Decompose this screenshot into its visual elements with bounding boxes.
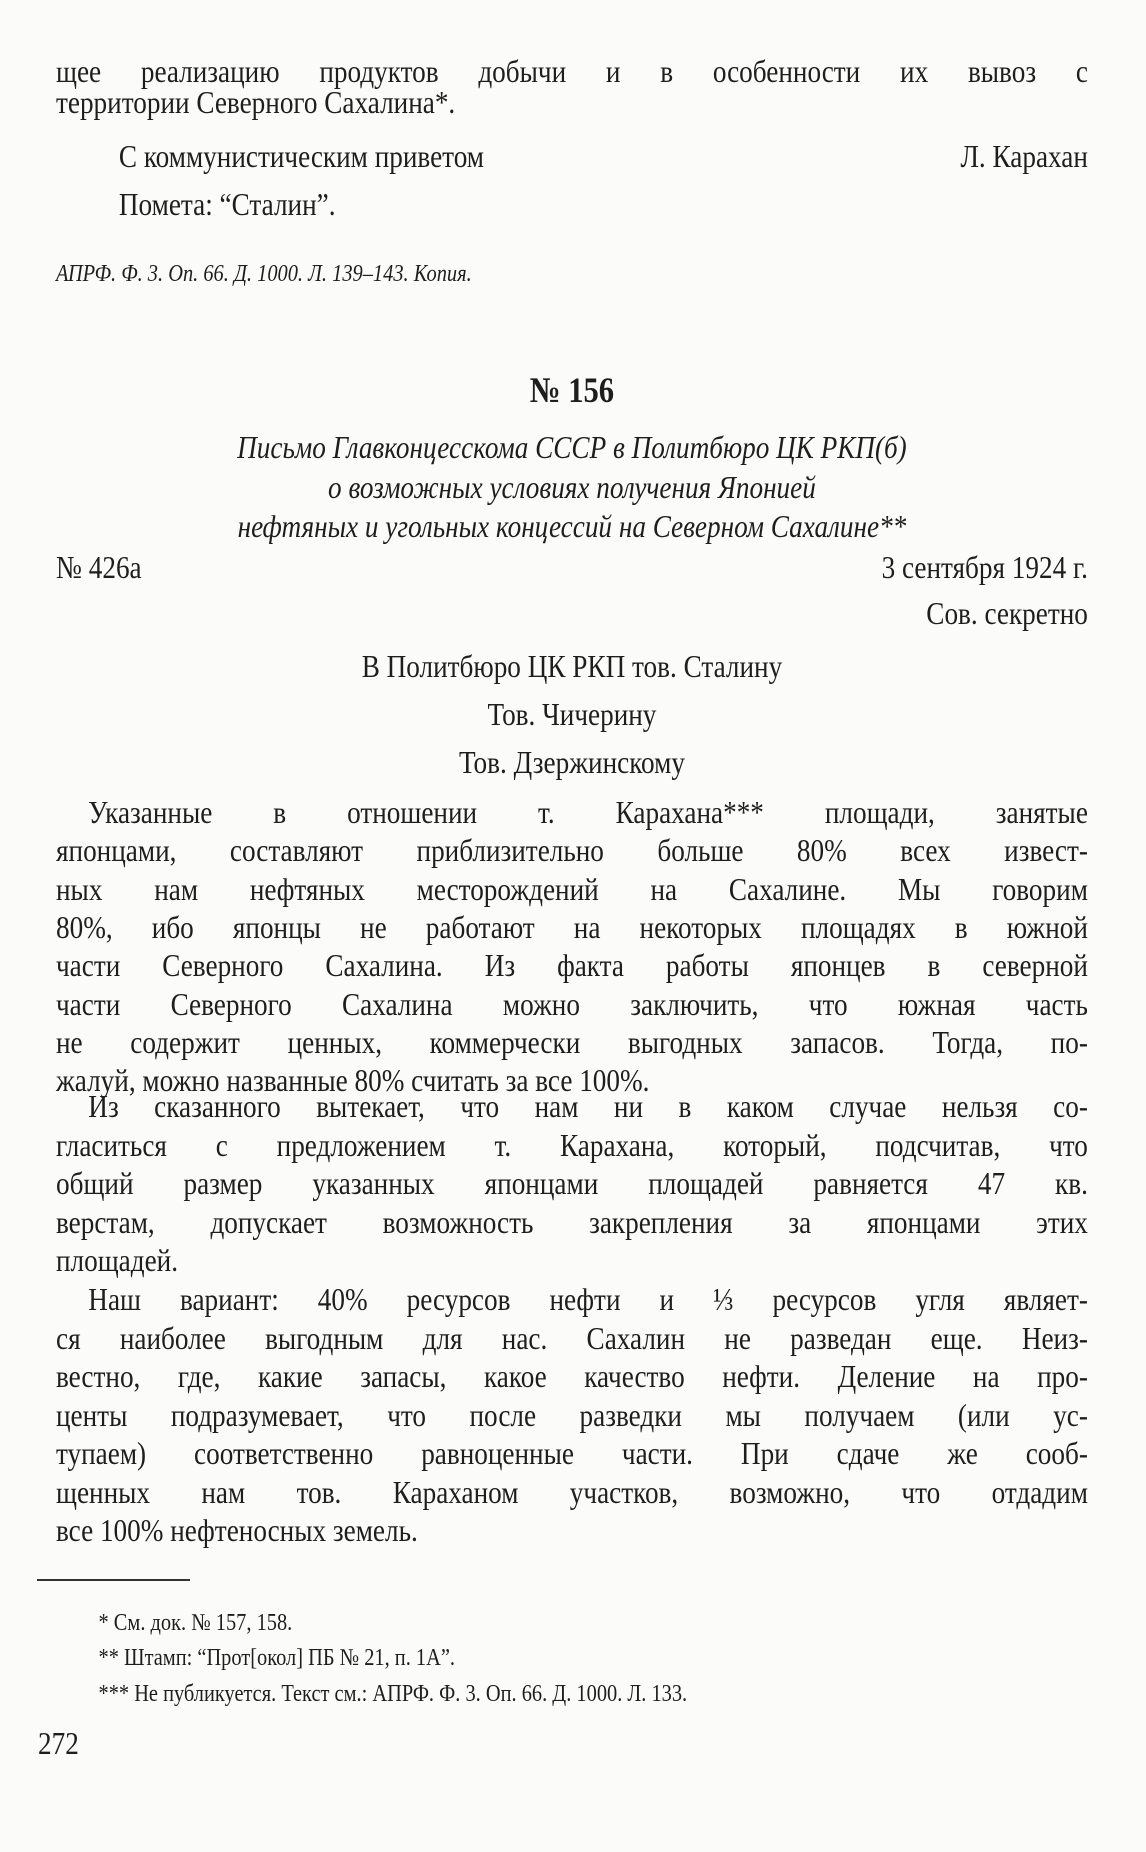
footnote: * См. док. № 157, 158. [98, 1610, 293, 1636]
registration-number: № 426а [56, 549, 142, 585]
classification-stamp: Сов. секретно [926, 595, 1088, 631]
paragraph-line: ных нам нефтяных месторождений на Сахалине. Мы говорим [56, 870, 1088, 907]
paragraph-line: тупаем) соответственно равноценные части. При сдаче же сооб- [56, 1435, 1088, 1471]
closing-line [56, 137, 1088, 175]
paragraph-line: площадей. [56, 1242, 179, 1279]
document-title-line: о возможных условиях получения Японией [328, 469, 816, 505]
paragraph-line: части Северного Сахалина можно заключить, что южная часть [56, 985, 1088, 1022]
text-line: территории Северного Сахалина*. [56, 84, 456, 120]
paragraph-line: центы подразумевает, что после разведки мы получаем (или ус- [56, 1396, 1088, 1433]
page-number: 272 [38, 1725, 79, 1761]
paragraph-line: Указанные в отношении т. Карахана*** площади, занятые [88, 794, 1088, 830]
addressee: Тов. Дзержинскому [458, 744, 685, 780]
signature: Л. Карахан [960, 138, 1088, 174]
paragraph-line: гласиться с предложением т. Карахана, который, подсчитав, что [56, 1126, 1088, 1163]
paragraph-line: части Северного Сахалина. Из факта работы японцев в северной [56, 947, 1088, 984]
paragraph-line: ся наиболее выгодным для нас. Сахалин не разведан еще. Неиз- [56, 1319, 1088, 1356]
document-number: № 156 [529, 370, 615, 410]
document-title-line: Письмо Главконцесскома СССР в Политбюро ЦК РКП(б) [237, 429, 907, 465]
paragraph-line: 80%, ибо японцы не работают на некоторых площадях в южной [56, 908, 1088, 945]
paragraph-line: все 100% нефтеносных земель. [56, 1512, 418, 1548]
annotation: Помета: “Сталин”. [118, 186, 336, 222]
document-meta-line [56, 548, 1088, 586]
archive-reference: АПРФ. Ф. 3. Оп. 66. Д. 1000. Л. 139–143. Копия. [56, 261, 472, 287]
paragraph-line: верстам, допускает возможность закрепления за японцами этих [56, 1203, 1088, 1240]
paragraph-line: вестно, где, какие запасы, какое качество нефти. Деление на про- [56, 1358, 1088, 1394]
paragraph-line: щенных нам тов. Караханом участков, возможно, что отдадим [56, 1473, 1088, 1510]
document-title-line: нефтяных и угольных концессий на Северном Сахалине** [237, 508, 907, 544]
paragraph-line: жалуй, можно названные 80% считать за все 100%. [56, 1062, 650, 1099]
salutation: С коммунистическим приветом [118, 138, 484, 174]
paragraph-line: японцами, составляют приблизительно больше 80% всех извест- [56, 832, 1088, 869]
addressee: Тов. Чичерину [487, 696, 657, 732]
footnote: *** Не публикуется. Текст см.: АПРФ. Ф. 3. Оп. 66. Д. 1000. Л. 133. [98, 1681, 688, 1707]
footnote: ** Штамп: “Прот[окол] ПБ № 21, п. 1А”. [98, 1645, 456, 1671]
footnote-separator [37, 1579, 190, 1581]
paragraph-line: Наш вариант: 40% ресурсов нефти и ⅓ ресурсов угля являет- [88, 1281, 1088, 1317]
addressee: В Политбюро ЦК РКП тов. Сталину [361, 648, 783, 684]
text-line: щее реализацию продуктов добычи и в особенности их вывоз с [56, 53, 1088, 89]
paragraph-line: Из сказанного вытекает, что нам ни в каком случае нельзя со- [88, 1088, 1088, 1124]
document-date: 3 сентября 1924 г. [881, 549, 1088, 585]
paragraph-line: не содержит ценных, коммерчески выгодных запасов. Тогда, по- [56, 1023, 1088, 1060]
paragraph-line: общий размер указанных японцами площадей равняется 47 кв. [56, 1165, 1088, 1202]
